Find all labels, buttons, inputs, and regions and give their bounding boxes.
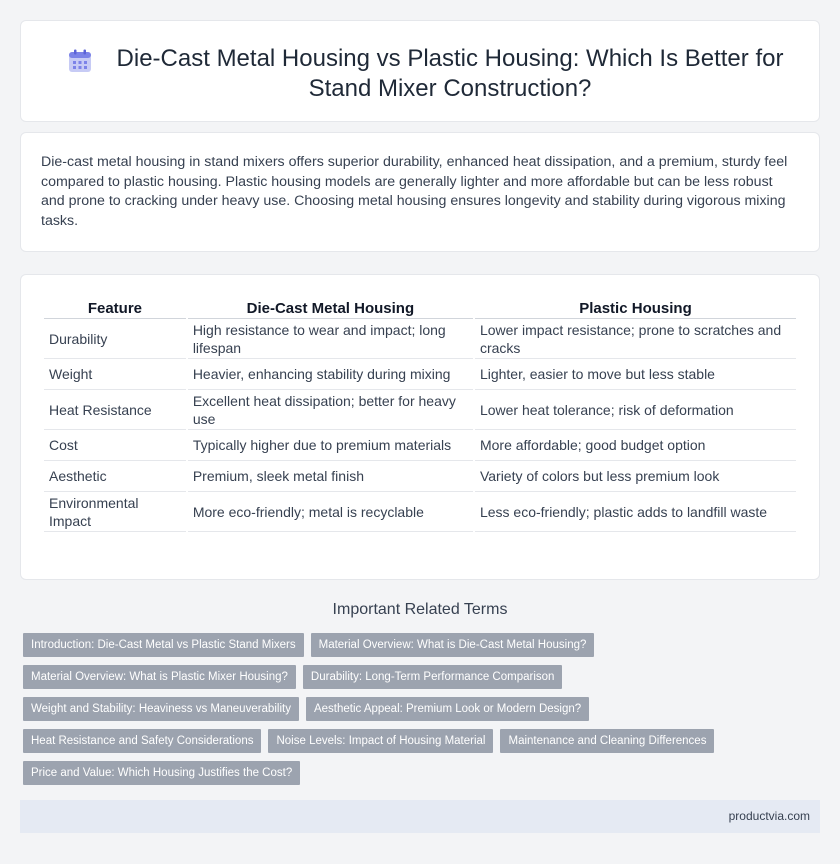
plastic-cell: Less eco-friendly; plastic adds to landfill waste [475,492,796,532]
related-term-tag[interactable]: Material Overview: What is Plastic Mixer Housing? [23,665,296,689]
header-metal: Die-Cast Metal Housing [188,295,473,319]
metal-cell: Typically higher due to premium materials [188,430,473,461]
related-term-tag[interactable]: Price and Value: Which Housing Justifies the Cost? [23,761,300,785]
feature-cell: Durability [44,319,186,359]
feature-cell: Environmental Impact [44,492,186,532]
related-term-tag[interactable]: Noise Levels: Impact of Housing Material [268,729,493,753]
plastic-cell: Lighter, easier to move but less stable [475,359,796,390]
feature-cell: Cost [44,430,186,461]
related-terms-heading: Important Related Terms [332,601,508,618]
related-term-tag[interactable]: Aesthetic Appeal: Premium Look or Modern Design? [306,697,589,721]
feature-cell: Heat Resistance [44,390,186,430]
intro-card [20,132,820,252]
page-title: Die-Cast Metal Housing vs Plastic Housing: Which Is Better for Stand Mixer Construction? [116,45,784,102]
metal-cell: More eco-friendly; metal is recyclable [188,492,473,532]
plastic-cell: Lower impact resistance; prone to scratches and cracks [475,319,796,359]
plastic-cell: More affordable; good budget option [475,430,796,461]
comparison-table [42,295,798,532]
header-plastic: Plastic Housing [475,295,796,319]
intro-paragraph: Die-cast metal housing in stand mixers offers superior durability, enhanced heat dissipation, and a premium, sturdy feel compared to plastic housing. Plastic housing models are generally lighter and more affordable but can be less robust and prone to cracking under heavy use. Choosing metal housing ensures longevity and stability during vigorous mixing tasks. [41,154,788,229]
related-term-tag[interactable]: Durability: Long-Term Performance Comparison [303,665,563,689]
related-term-tag[interactable]: Weight and Stability: Heaviness vs Maneuverability [23,697,299,721]
table-row [44,390,796,430]
table-row [44,430,796,461]
site-link[interactable]: productvia.com [728,809,810,823]
plastic-cell: Lower heat tolerance; risk of deformation [475,390,796,430]
related-term-tag[interactable]: Maintenance and Cleaning Differences [500,729,714,753]
metal-cell: Premium, sleek metal finish [188,461,473,492]
header-feature: Feature [44,295,186,319]
comparison-table-card [20,274,820,580]
metal-cell: Excellent heat dissipation; better for heavy use [188,390,473,430]
title-card [20,20,820,122]
metal-cell: Heavier, enhancing stability during mixing [188,359,473,390]
related-term-tag[interactable]: Material Overview: What is Die-Cast Metal Housing? [311,633,595,657]
footer [20,800,820,833]
table-header-row [44,295,796,319]
related-terms-list [23,633,803,785]
feature-cell: Aesthetic [44,461,186,492]
related-term-tag[interactable]: Introduction: Die-Cast Metal vs Plastic Stand Mixers [23,633,304,657]
table-row [44,319,796,359]
calendar-icon [67,48,93,74]
feature-cell: Weight [44,359,186,390]
plastic-cell: Variety of colors but less premium look [475,461,796,492]
metal-cell: High resistance to wear and impact; long lifespan [188,319,473,359]
table-row [44,492,796,532]
table-row [44,359,796,390]
table-row [44,461,796,492]
related-term-tag[interactable]: Heat Resistance and Safety Considerations [23,729,261,753]
